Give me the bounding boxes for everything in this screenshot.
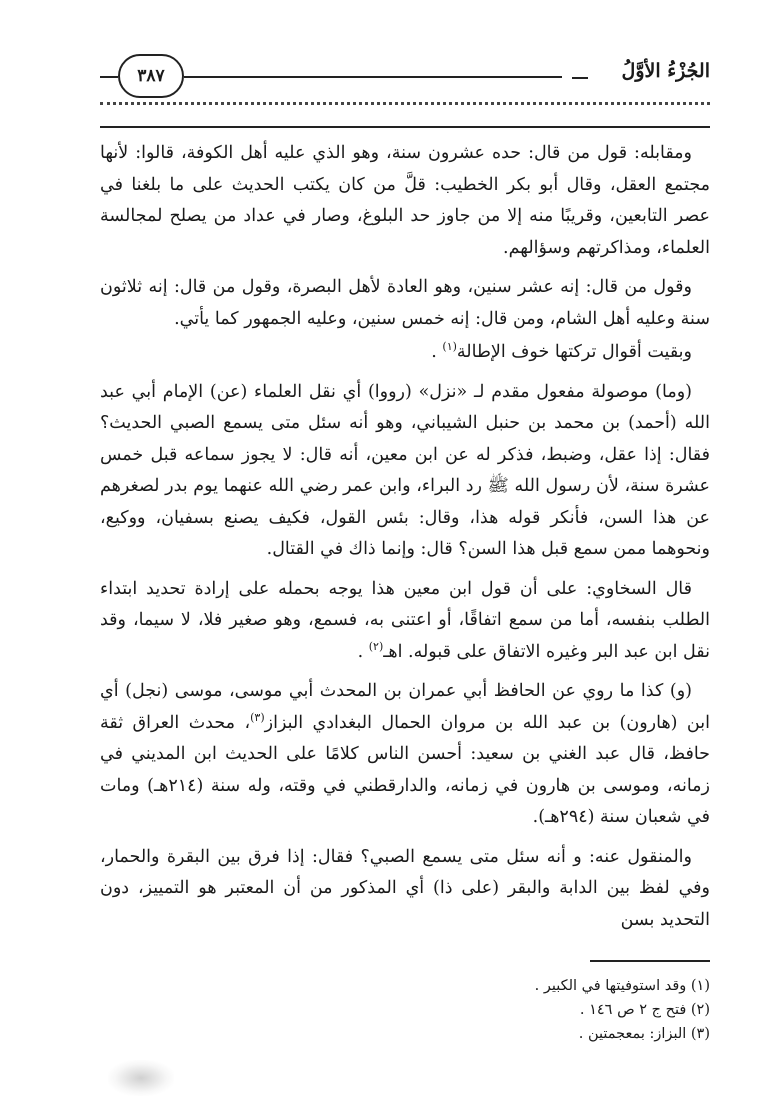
header-dash <box>572 77 588 79</box>
main-text <box>100 138 710 944</box>
paragraph-text: وبقيت أقوال تركتها خوف الإطالة <box>456 342 692 362</box>
paragraph-text: وقول من قال: إنه عشر سنين، وهو العادة لأهل البصرة، وقول من قال: إنه ثلاثون سنة وعليه أهل الشام، ومن قال: إنه خمس سنين، وعليه الجمهور كما يأتي. <box>100 277 710 329</box>
dotted-divider <box>100 102 710 105</box>
paragraph-text: والمنقول عنه: و أنه سئل متى يسمع الصبي؟ فقال: إذا فرق بين البقرة والحمار، وفي لفظ بين الدابة والبقر (على ذا) أي المذكور من أن المعتبر هو التمييز، دون التحديد بسن <box>100 846 710 930</box>
paragraph-4 <box>100 377 710 566</box>
paragraph-tail: . <box>357 641 364 662</box>
paragraph-text: قال السخاوي: على أن قول ابن معين هذا يوجه بحمله على إرادة تحديد ابتداء الطلب بنفسه، أما من سمع اتفاقًا، أو اعتنى به، فسمع، وهو صغير فلا، لا سيما، وقد نقل ابن عبد البر وغيره الاتفاق على قبوله. اهـ <box>100 578 710 662</box>
paragraph-3 <box>100 337 710 369</box>
header-tick <box>100 76 118 78</box>
page-header <box>100 50 710 96</box>
footnote-separator <box>590 960 710 962</box>
paragraph-text: ومقابله: قول من قال: حده عشرون سنة، وهو الذي عليه أهل الكوفة، قالوا: لأنها مجتمع العقل، وقال أبو بكر الخطيب: قلَّ من كان يكتب الحديث على ما بلغنا في عصر التابعين، وقريبًا منه إلا من جاوز حد البلوغ، وصار في عداد من يصلح لمجالسة العلماء، ومذاكرتهم وسؤالهم. <box>100 143 710 258</box>
header-rule <box>184 76 562 78</box>
footnote-ref: (٣) <box>250 710 265 724</box>
footnote-3: (٣) البزاز: بمعجمتين . <box>578 1026 710 1042</box>
paragraph-5 <box>100 574 710 669</box>
paragraph-tail: . <box>431 342 437 362</box>
footnote-ref: (١) <box>442 340 457 354</box>
paragraph-6 <box>100 676 710 834</box>
paragraph-1 <box>100 138 710 264</box>
top-rule <box>100 126 710 128</box>
page-number-badge <box>118 54 184 98</box>
paragraph-7 <box>100 842 710 937</box>
paragraph-tail: ، محدث العراق ثقة حافظ، قال عبد الغني بن سعيد: أحسن الناس كلامًا على الحديث ابن المديني في زمانه، وموسى بن هارون في زمانه، والدارقطني في وقته، وله سنة (٢١٤هـ) ومات في شعبان سنة (٢٩٤هـ). <box>100 712 710 827</box>
footnote-ref: (٢) <box>368 639 384 653</box>
footnotes <box>100 974 710 1046</box>
paragraph-2 <box>100 272 710 335</box>
paragraph-text: (وما) موصولة مفعول مقدم لـ «نزل» (رووا) أي نقل العلماء (عن) الإمام أبي عبد الله (أحمد) بن محمد بن حنبل الشيباني، وهو أنه سئل متى يسمع الصبي الحديث؟ فقال: إذا عقل، وضبط، فذكر له عن ابن معين، أنه قال: لا يجوز سماعه قبل خمس عشرة سنة، لأن رسول الله ﷺ رد البراء، وابن عمر رضي الله عنهما يوم بدر لصغرهم عن هذا السن، فأنكر قوله هذا، وقال: بئس القول، فكيف يصنع بسفيان، ووكيع، ونحوهما ممن سمع قبل هذا السن؟ قال: وإنما ذاك في القتال. <box>100 381 710 559</box>
scan-smudge <box>108 1060 174 1096</box>
footnote-2: (٢) فتح ج ٢ ص ١٤٦ . <box>579 1002 710 1018</box>
volume-title: الجُزْءُ الأوَّلُ <box>621 60 710 82</box>
paragraph-text: (و) كذا ما روي عن الحافظ أبي عمران بن المحدث أبي موسى، موسى (نجل) أي ابن (هارون) بن عبد الله بن مروان الحمال البغدادي البزاز <box>100 681 710 733</box>
page-number: ٣٨٧ <box>137 66 165 86</box>
footnote-1: (١) وقد استوفيتها في الكبير . <box>534 978 710 994</box>
